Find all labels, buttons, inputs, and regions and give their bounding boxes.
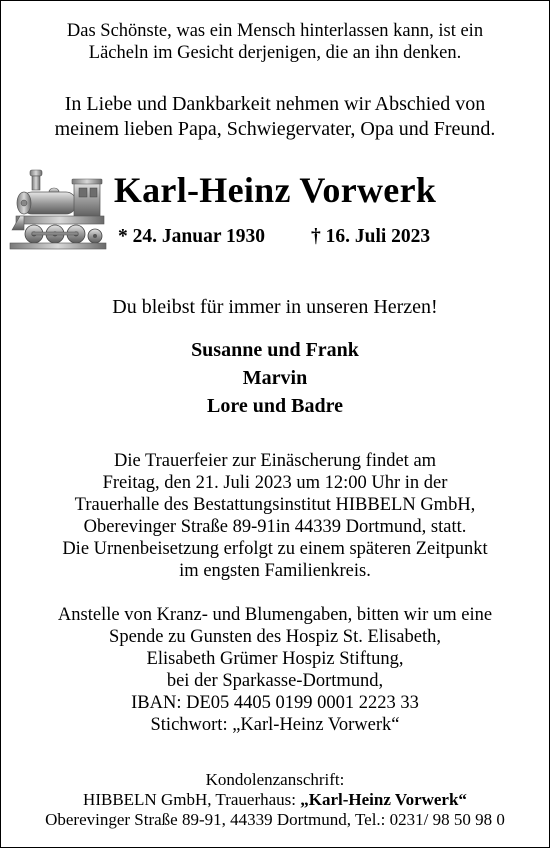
iban: IBAN: DE05 4405 0199 0001 2223 33 (131, 693, 419, 713)
condolence-house-name: „Karl-Heinz Vorwerk“ (300, 790, 467, 809)
motto: Du bleibst für immer in unseren Herzen! (112, 296, 438, 318)
donation-line-4: bei der Sparkasse-Dortmund, (166, 671, 384, 691)
donation-line-2: Spende zu Gunsten des Hospiz St. Elisabeth, (109, 627, 441, 647)
condolence-address-line (0, 790, 550, 810)
birth-date: * 24. Januar 1930 (118, 226, 265, 247)
ceremony-line-2: Freitag, den 21. Juli 2023 um 12:00 Uhr in der (102, 473, 448, 493)
condolence-street-phone: Oberevinger Straße 89-91, 44339 Dortmund, Tel.: 0231/ 98 50 98 0 (45, 810, 505, 829)
mourner-1: Susanne und Frank (191, 339, 359, 361)
condolence-heading: Kondolenzanschrift: (205, 770, 345, 789)
ceremony-line-4: Oberevinger Straße 89-91in 44339 Dortmund, statt. (83, 517, 467, 537)
ceremony-line-6: im engsten Familienkreis. (179, 561, 371, 581)
ceremony-line-5: Die Urnenbeisetzung erfolgt zu einem späteren Zeitpunkt (62, 539, 488, 559)
steam-locomotive-icon (8, 168, 108, 252)
ceremony-line-1: Die Trauerfeier zur Einäscherung findet am (113, 451, 437, 471)
mourner-3: Lore und Badre (207, 395, 343, 417)
deceased-name: Karl-Heinz Vorwerk (113, 170, 437, 210)
donation-line-3: Elisabeth Grümer Hospiz Stiftung, (146, 649, 404, 669)
farewell-line-1: In Liebe und Dankbarkeit nehmen wir Abschied von (64, 93, 486, 115)
donation-line-1: Anstelle von Kranz- und Blumengaben, bitten wir um eine (57, 605, 493, 625)
death-date: † 16. Juli 2023 (311, 226, 431, 247)
mourner-2: Marvin (242, 367, 308, 389)
quote-line-1: Das Schönste, was ein Mensch hinterlassen kann, ist ein (66, 21, 484, 41)
condolence-house-label: HIBBELN GmbH, Trauerhaus: (83, 790, 301, 809)
quote-line-2: Lächeln im Gesicht derjenigen, die an ihn denken. (88, 43, 462, 63)
keyword: Stichwort: „Karl-Heinz Vorwerk“ (150, 715, 400, 735)
ceremony-line-3: Trauerhalle des Bestattungsinstitut HIBBELN GmbH, (74, 495, 476, 515)
farewell-line-2: meinem lieben Papa, Schwiegervater, Opa und Freund. (54, 118, 496, 140)
